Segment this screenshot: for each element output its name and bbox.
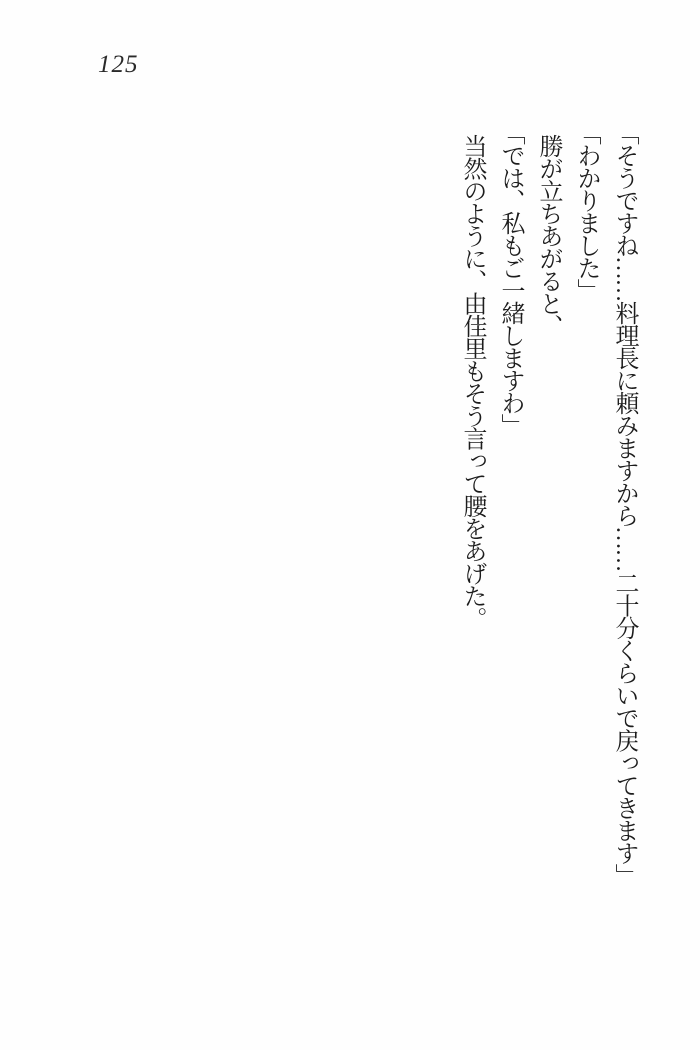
- narrative-line-2: 当然のように、由佳里もそう言って腰をあげた。: [459, 134, 485, 629]
- page-number: 125: [98, 51, 139, 78]
- vertical-text-block: [453, 121, 643, 941]
- dialogue-line-1: 「そうですね……料理長に頼みますから……二十分くらいで戻ってきます」: [611, 121, 637, 886]
- dialogue-line-3: 「では、私もご一緒しますわ」: [497, 121, 523, 436]
- narrative-line-1: 勝が立ちあがると、: [535, 134, 561, 337]
- dialogue-line-2: 「わかりました」: [573, 121, 599, 301]
